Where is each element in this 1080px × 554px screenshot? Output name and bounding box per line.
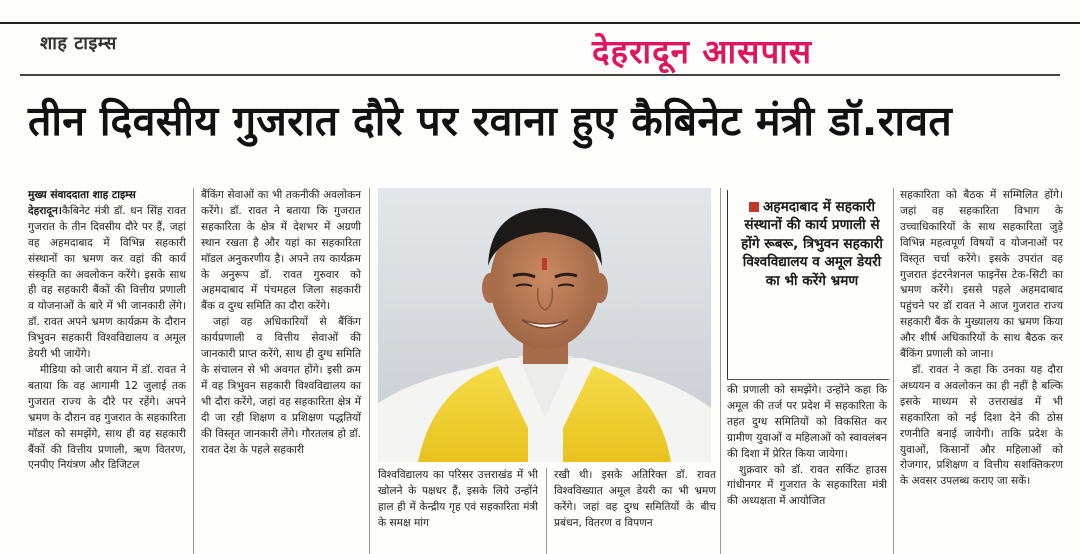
section-title: देहरादून आसपास (592, 32, 813, 71)
masthead: शाह टाइम्स (40, 33, 117, 54)
column-divider (720, 188, 721, 554)
pullquote-box (727, 194, 887, 376)
paragraph: शुक्रवार को डॉ. रावत सर्किट हाउस गांधीनगर में गुजरात के सहकारिता मंत्री की अध्यक्षता में आयोजित (727, 463, 887, 508)
paragraph: जहां वह अधिकारियों से बैंकिंग कार्यप्रणाली व वित्तीय सेवाओं की जानकारी प्राप्त करेंगे, साथ ही दुग्ध समिति के संचालन से भी अवगत होंगे। इसी क्रम में वह त्रिभुवन सहकारी विश्वविद्यालय का भी दौरा करेंगे, जहां वह सहकारिता क्षेत्र में दी जा रही शिक्षण व प्रशिक्षण पद्धतियों की विस्तृत जानकारी लेंगे। गौरतलब हो डॉ. रावत देश के पहले सहकारी (201, 316, 361, 456)
article-column-3 (727, 383, 887, 554)
minister-photo (378, 188, 711, 462)
article-column-1 (28, 188, 186, 554)
paragraph: डॉ. रावत ने कहा कि उनका यह दौरा अध्ययन व अवलोकन का ही नहीं है बल्कि इसके माध्यम से उत्तराखंड में भी सहकारिता को नई दिशा देने की ठोस रणनीति बनाई जायेगी। ताकि प्रदेश के युवाओं, किसानों और महिलाओं को रोजगार, प्रशिक्षण व वित्तीय सशक्तिकरण के अवसर उपलब्ध कराए जा सकें। (900, 363, 1063, 488)
dateline: देहरादून। (28, 204, 62, 217)
paragraph: कैबिनेट मंत्री डॉ. धन सिंह रावत गुजरात के तीन दिवसीय दौरे पर हैं, जहां वह अहमदाबाद में विभिन्न सहकारी संस्थानों का भ्रमण कर वहां की कार्य संस्कृति का अवलोकन करेंगे। इसके साथ ही वह सहकारी बैंकों की वित्तीय प्रणाली व योजनाओं के बारे में भी जानकारी लेंगे। डॉ. रावत अपने भ्रमण कार्यक्रम के दौरान त्रिभुवन सहकारी विश्वविद्यालय व अमूल डेयरी भी जायेंगे। (28, 204, 186, 361)
photo-caption-column-2: रखी थी। इसके अतिरिक्त डॉ. रावत विश्वविख्यात अमूल डेयरी का भी भ्रमण करेंगे। जहां वह दुग्ध समितियों के बीच प्रबंधन, वितरण व विपणन (554, 469, 716, 529)
photo-caption-column-1: विश्वविद्यालय का परिसर उत्तराखंड में भी खोलने के पक्षधर हैं, इसके लिये उन्होंने हाल ही में केन्द्रीय गृह एवं सहकारिता मंत्री के समक्ष मांग (378, 469, 538, 529)
paragraph: सहकारिता को बैठक में सम्मिलित होंगे। जहां वह सहकारिता विभाग के उच्चाधिकारियों के साथ सहकारिता जुड़े विभिन्न महत्वपूर्ण विषयों व योजनाओं पर विस्तृत चर्चा करेंगे। इसके उपरांत वह गुजरात इंटरनेशनल फाइनेंस टेक-सिटी का भ्रमण करेंगे। इससे पहले अहमदाबाद पहुंचने पर डॉ रावत ने आज गुजरात राज्य सहकारी बैंक के मुख्यालय का भ्रमण किया और शीर्ष अधिकारियों के साथ बैठक कर बैंकिंग प्रणाली को जाना। (900, 189, 1063, 361)
pullquote-rule (727, 379, 889, 380)
pullquote-text: अहमदाबाद में सहकारी संस्थानों की कार्य प्रणाली से होंगे रूबरू, त्रिभुवन सहकारी विश्वविद्यालय व अमूल डेयरी का भी करेंगे भ्रमण (741, 199, 883, 289)
section-rule (20, 74, 1060, 76)
article-column-4 (900, 188, 1063, 554)
column-divider (193, 188, 194, 554)
article-column-2 (201, 188, 361, 554)
paragraph: मीडिया को जारी बयान में डॉ. रावत ने बताया कि वह आगामी 12 जुलाई तक गुजरात राज्य के दौरे पर रहेंगे। अपने भ्रमण के दौरान वह गुजरात के सहकारिता मॉडल को समझेंगे, साथ ही वह सहकारी बैंकों की वित्तीय प्रणाली, ऋण वितरण, एनपीए नियंत्रण और डिजिटल (28, 363, 186, 472)
byline: मुख्य संवाददाता शाह टाइम्स (28, 189, 136, 201)
paragraph: की प्रणाली को समझेंगे। उन्होंने कहा कि अमूल की तर्ज पर प्रदेश में सहकारिता के तहत दुग्ध समितियों को विकसित कर ग्रामीण युवाओं व महिलाओं को स्वावलंबन की दिशा में प्रेरित किया जायेगा। (727, 384, 887, 460)
paragraph: बैंकिंग सेवाओं का भी तकनीकी अवलोकन करेंगे। डॉ. रावत ने बताया कि गुजरात सहकारिता के क्षेत्र में देशभर में अग्रणी स्थान रखता है और यहां का सहकारिता मॉडल अनुकरणीय है। अपने तय कार्यक्रम के अनुरूप डॉ. रावत गुरुवार को अहमदाबाद में पंचमहल जिला सहकारी बैंक व दुग्ध समिति का दौरा करेंगे। (201, 189, 361, 313)
bullet-square-icon (749, 202, 759, 212)
top-rule (0, 22, 1080, 24)
column-divider (369, 188, 370, 554)
column-divider (546, 468, 547, 554)
headline: तीन दिवसीय गुजरात दौरे पर रवाना हुए कैबिनेट मंत्री डॉ.रावत (28, 97, 953, 145)
column-divider (893, 188, 894, 554)
